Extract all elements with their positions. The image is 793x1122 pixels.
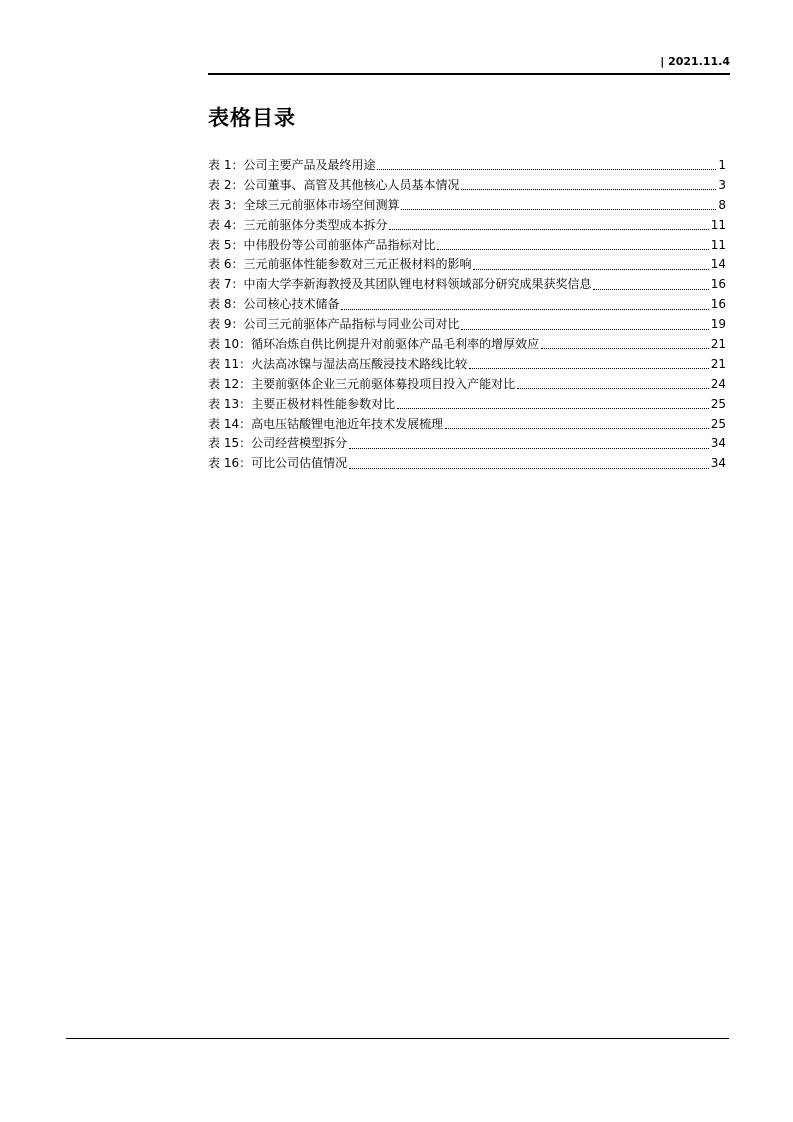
footer-rule [66,1038,729,1039]
toc-entry[interactable] [208,375,726,395]
toc-entry-label: 表 6：三元前驱体性能参数对三元正极材料的影响 [208,257,472,272]
toc-entry[interactable] [208,216,726,236]
toc-dot-leader [469,356,709,369]
header-date: | 2021.11.4 [660,55,730,68]
toc-entry-label: 表 11：火法高冰镍与湿法高压酸浸技术路线比较 [208,356,468,371]
toc-entry[interactable] [208,176,726,196]
toc-entry-page: 19 [710,317,726,332]
toc-entry-page: 11 [710,237,726,252]
toc-entry-page: 14 [710,257,726,272]
header-rule [208,73,730,75]
toc-entry-page: 25 [710,416,726,431]
toc-dot-leader [461,317,708,330]
toc-entry[interactable] [208,434,726,454]
toc-entry[interactable] [208,156,726,176]
toc-entry-label: 表 1：公司主要产品及最终用途 [208,158,376,172]
toc-entry[interactable] [208,395,726,415]
toc-entry-page: 3 [718,177,726,192]
toc-entry-page: 34 [710,456,726,471]
toc-entry-page: 21 [710,356,726,371]
toc-dot-leader [349,436,709,449]
toc-dot-leader [541,336,709,349]
toc-dot-leader [593,277,708,290]
toc-entry[interactable] [208,355,726,375]
toc-entry-page: 34 [710,436,726,451]
toc-dot-leader [461,177,716,190]
toc-dot-leader [517,376,709,389]
toc-entry-label: 表 15：公司经营模型拆分 [208,436,348,451]
toc-entry-page: 24 [710,376,726,391]
toc-dot-leader [401,197,716,210]
toc-dot-leader [341,297,708,310]
toc-entry-label: 表 10：循环冶炼自供比例提升对前驱体产品毛利率的增厚效应 [208,337,540,352]
toc-dot-leader [473,257,708,270]
toc-entry-label: 表 13：主要正极材料性能参数对比 [208,396,396,411]
toc-entry-label: 表 3：全球三元前驱体市场空间测算 [208,197,400,212]
toc-entry[interactable] [208,236,726,256]
toc-entry[interactable] [208,454,726,474]
toc-entry-page: 16 [710,277,726,292]
toc-entry-label: 表 4：三元前驱体分类型成本拆分 [208,217,388,232]
toc-entry[interactable] [208,295,726,315]
toc-entry[interactable] [208,196,726,216]
toc-entry-page: 21 [710,337,726,352]
toc-dot-leader [349,456,709,469]
toc-entry-label: 表 12：主要前驱体企业三元前驱体募投项目投入产能对比 [208,376,516,391]
toc-dot-leader [397,396,709,409]
toc-entry[interactable] [208,275,726,295]
toc-entry-label: 表 5：中伟股份等公司前驱体产品指标对比 [208,237,436,252]
toc-entry-label: 表 7：中南大学李新海教授及其团队锂电材料领域部分研究成果获奖信息 [208,277,592,292]
toc-entry[interactable] [208,415,726,435]
toc-entry[interactable] [208,255,726,275]
toc-dot-leader [389,217,708,230]
toc-title: 表格目录 [208,106,296,130]
toc-entry-label: 表 8：公司核心技术储备 [208,297,340,312]
toc-entry-page: 16 [710,297,726,312]
toc-dot-leader [437,237,708,250]
toc-entry[interactable] [208,335,726,355]
toc-entry[interactable] [208,315,726,335]
toc-entry-label: 表 16：可比公司估值情况 [208,456,348,471]
toc-entry-page: 25 [710,396,726,411]
toc-dot-leader [445,416,709,429]
toc-entry-page: 8 [718,197,726,212]
table-of-tables [208,156,726,474]
toc-dot-leader [377,157,716,170]
toc-entry-label: 表 9：公司三元前驱体产品指标与同业公司对比 [208,317,460,332]
toc-entry-page: 11 [710,217,726,232]
toc-entry-label: 表 14：高电压钴酸锂电池近年技术发展梳理 [208,416,444,431]
toc-entry-label: 表 2：公司董事、高管及其他核心人员基本情况 [208,177,460,192]
toc-entry-page: 1 [718,158,726,172]
